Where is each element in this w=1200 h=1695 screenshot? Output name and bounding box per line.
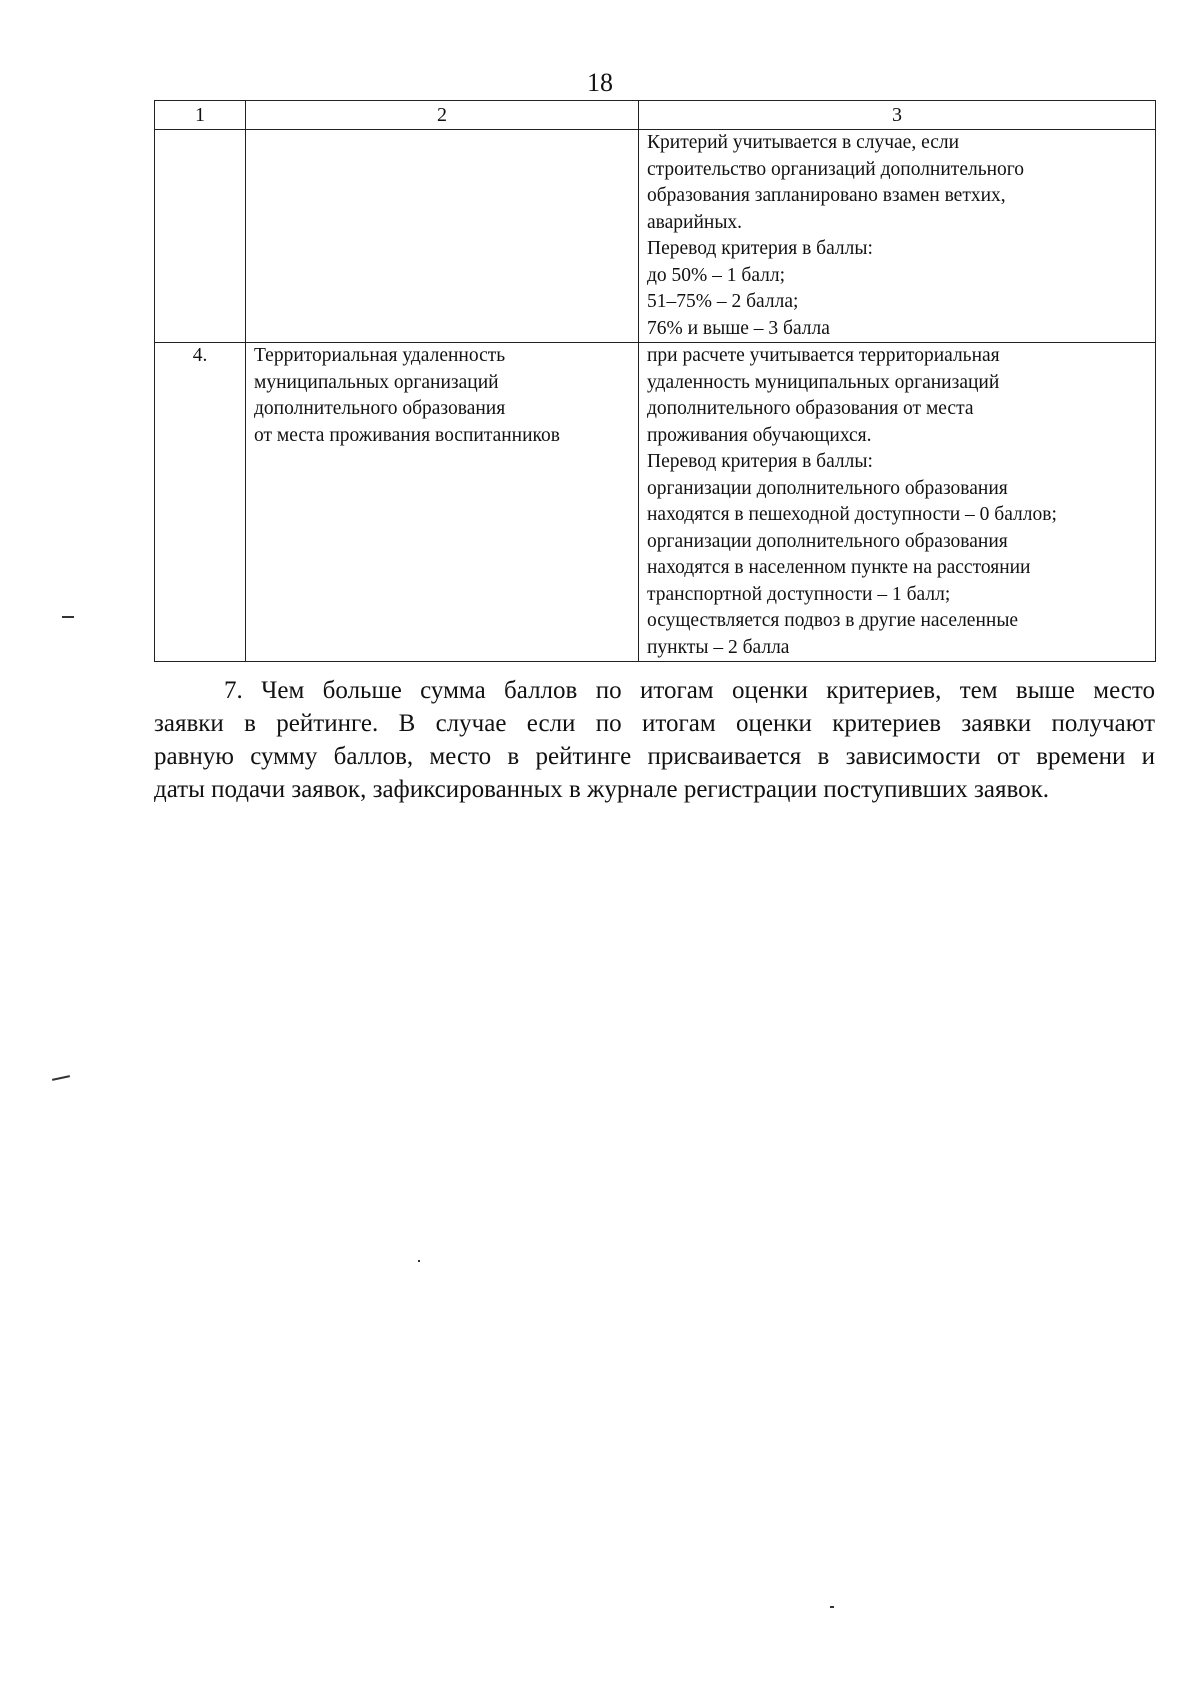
table-header-row [155, 101, 1156, 130]
criterion-line: от места проживания воспитанников [254, 424, 560, 446]
description-line: пункты – 2 балла [647, 636, 790, 658]
description-line: находятся в населенном пункте на расстоянии [647, 557, 1031, 578]
table-row [155, 130, 1156, 343]
description-line: 76% и выше – 3 балла [647, 317, 830, 339]
description-line: удаленность муниципальных организаций [647, 371, 1000, 393]
scan-mark [52, 1075, 70, 1081]
table-header-cell: 1 [155, 101, 246, 130]
table-row [155, 343, 1156, 662]
description-line: образования запланировано взамен ветхих, [647, 185, 1006, 206]
description-line: Перевод критерия в баллы: [647, 238, 873, 259]
criterion-line: Территориальная удаленность [254, 345, 506, 366]
description-line: дополнительного образования от места [647, 398, 974, 419]
description-line: транспортной доступности – 1 балл; [647, 583, 951, 605]
row-number-cell: 4. [155, 343, 246, 662]
description-line: осуществляется подвоз в другие населенные [647, 610, 1019, 631]
body-paragraph [154, 674, 1155, 806]
description-line: строительство организаций дополнительного [647, 158, 1025, 180]
page-number: 18 [587, 68, 613, 97]
scan-mark [830, 1606, 834, 1608]
criterion-line: дополнительного образования [254, 398, 506, 419]
paragraph-line: равную сумму баллов, место в рейтинге присваивается в зависимости от времени и [154, 743, 1155, 770]
description-line: проживания обучающихся. [647, 424, 872, 446]
criteria-table [154, 100, 1156, 662]
description-line: Перевод критерия в баллы: [647, 451, 873, 472]
description-line: до 50% – 1 балл; [647, 264, 786, 286]
criterion-cell [246, 343, 639, 662]
description-line: 51–75% – 2 балла; [647, 291, 799, 312]
criterion-line: муниципальных организаций [254, 371, 499, 393]
description-line: находятся в пешеходной доступности – 0 баллов; [647, 504, 1057, 525]
description-line: организации дополнительного образования [647, 477, 1008, 499]
table-header-cell: 3 [639, 101, 1156, 130]
scan-mark [418, 1260, 420, 1262]
table-header-cell: 2 [246, 101, 639, 130]
criterion-cell [246, 130, 639, 343]
description-line: организации дополнительного образования [647, 530, 1008, 552]
description-line: при расчете учитывается территориальная [647, 345, 1000, 366]
description-line: аварийных. [647, 211, 743, 233]
description-line: Критерий учитывается в случае, если [647, 132, 960, 153]
description-cell [639, 343, 1156, 662]
scan-mark [62, 616, 74, 618]
row-number-cell [155, 130, 246, 343]
paragraph-line: заявки в рейтинге. В случае если по итогам оценки критериев заявки получают [154, 710, 1155, 737]
description-cell [639, 130, 1156, 343]
paragraph-line: даты подачи заявок, зафиксированных в журнале регистрации поступивших заявок. [154, 776, 1050, 803]
paragraph-line: 7. Чем больше сумма баллов по итогам оценки критериев, тем выше место [224, 677, 1155, 704]
